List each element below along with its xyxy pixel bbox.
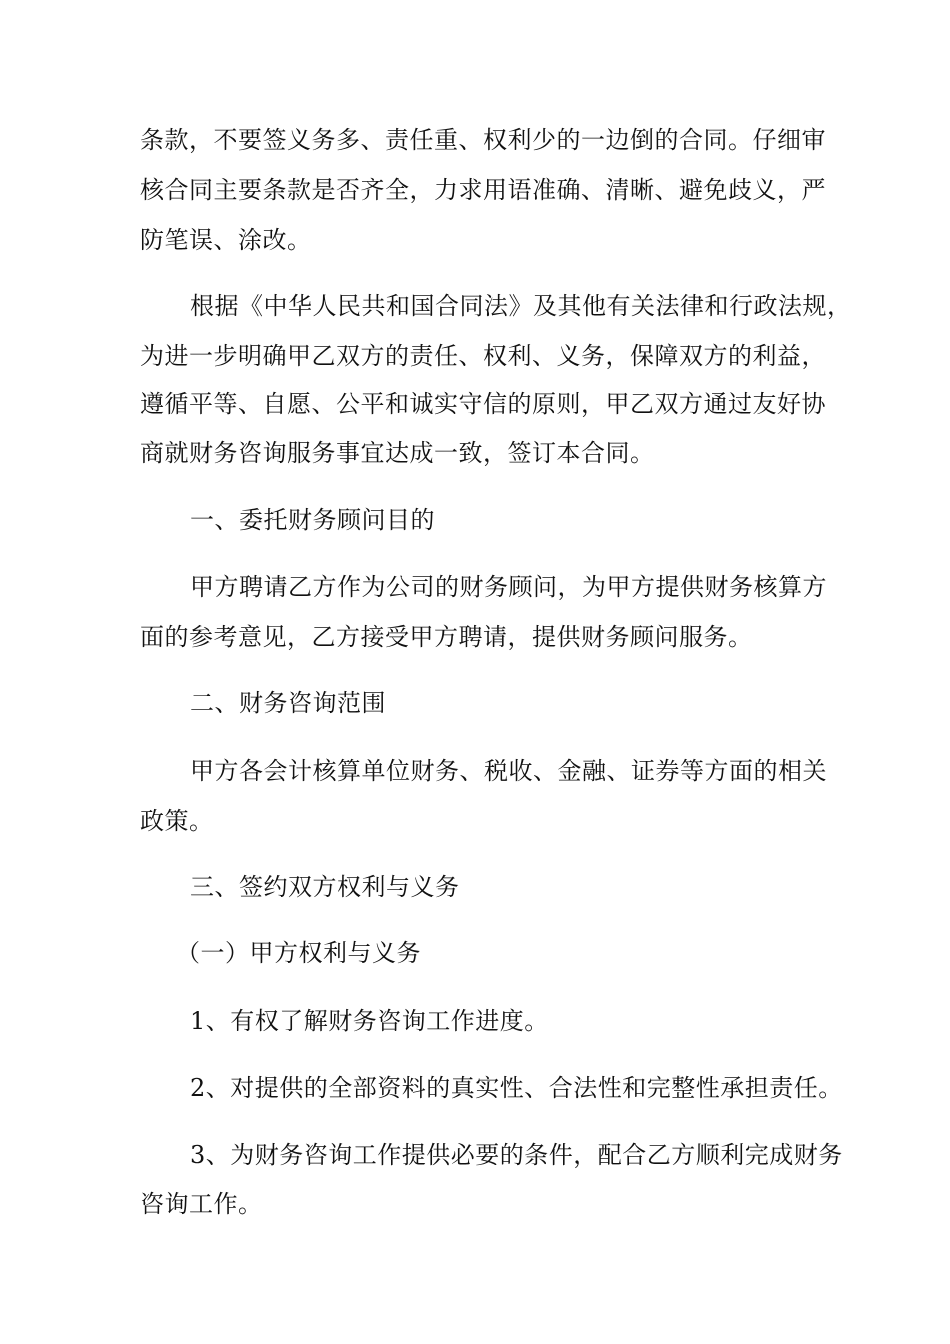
- paragraph-line: 防笔误、涂改。: [140, 226, 312, 254]
- paragraph-line: 商就财务咨询服务事宜达成一致，签订本合同。: [140, 439, 655, 467]
- paragraph-line: 为进一步明确甲乙双方的责任、权利、义务，保障双方的利益，: [140, 342, 826, 370]
- paragraph-line: 甲方各会计核算单位财务、税收、金融、证券等方面的相关: [190, 757, 827, 785]
- paragraph-line: 根据《中华人民共和国合同法》及其他有关法律和行政法规，: [190, 292, 852, 320]
- list-item: 1、有权了解财务咨询工作进度。: [190, 1007, 549, 1035]
- paragraph-line: 面的参考意见，乙方接受甲方聘请，提供财务顾问服务。: [140, 623, 753, 651]
- paragraph-line: 政策。: [140, 807, 214, 835]
- paragraph-line: 核合同主要条款是否齐全，力求用语准确、清晰、避免歧义，严: [140, 176, 826, 204]
- section-heading: 一、委托财务顾问目的: [190, 506, 435, 534]
- paragraph-line: 遵循平等、自愿、公平和诚实守信的原则，甲乙双方通过友好协: [140, 390, 826, 418]
- paragraph-line: 条款，不要签义务多、责任重、权利少的一边倒的合同。仔细审: [140, 126, 826, 154]
- subsection-heading: （一）甲方权利与义务: [176, 939, 421, 967]
- section-heading: 三、签约双方权利与义务: [190, 873, 460, 901]
- list-item: 3、为财务咨询工作提供必要的条件，配合乙方顺利完成财务: [190, 1141, 843, 1169]
- list-item: 2、对提供的全部资料的真实性、合法性和完整性承担责任。: [190, 1074, 843, 1102]
- paragraph-line: 甲方聘请乙方作为公司的财务顾问，为甲方提供财务核算方: [190, 573, 827, 601]
- section-heading: 二、财务咨询范围: [190, 689, 386, 717]
- list-item-continuation: 咨询工作。: [140, 1190, 263, 1218]
